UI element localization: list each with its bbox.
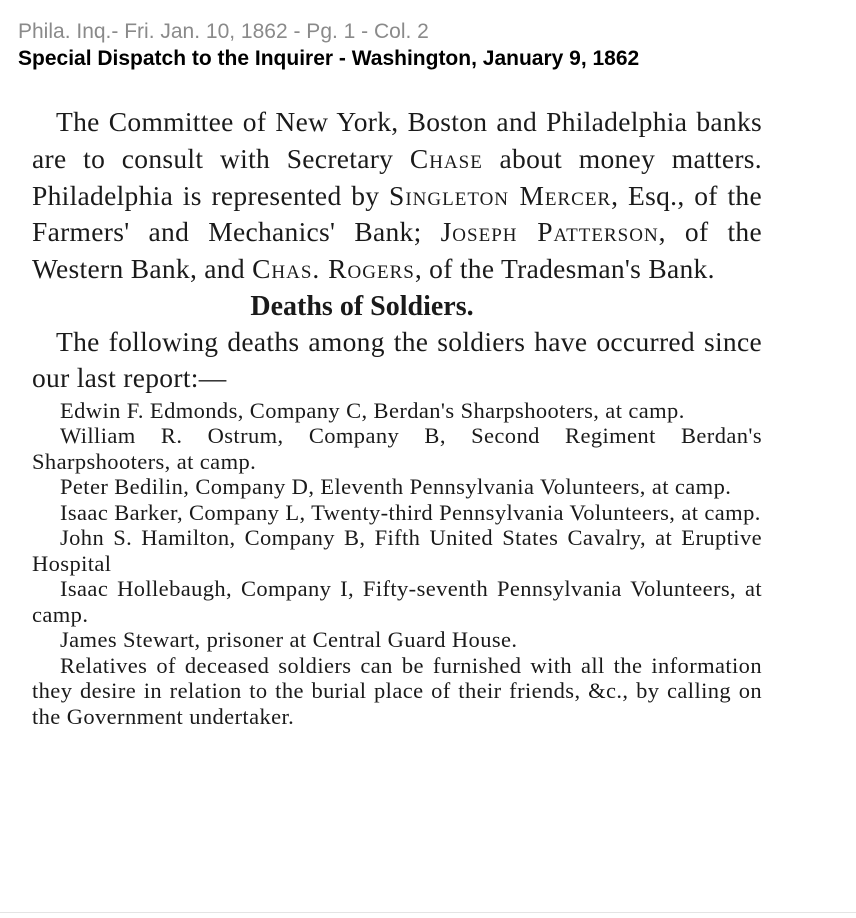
committee-text-5: , of the Tradesman's Bank. xyxy=(414,253,715,285)
closing-paragraph: Relatives of deceased soldiers can be furnished with all the information they desire in relation to the burial place of their friends, &c., by calling on the Government undertaker. xyxy=(32,652,762,729)
committee-text-3: , Esq., of the Farmers' and Mechanics' Bank; xyxy=(32,179,762,248)
source-citation: Phila. Inq.- Fri. Jan. 10, 1862 - Pg. 1 - Col. 2 xyxy=(18,20,429,43)
name-mercer: Singleton Mercer xyxy=(389,179,612,211)
soldier-entry: William R. Ostrum, Company B, Second Regiment Berdan's Sharpshooters, at camp. xyxy=(32,423,762,474)
soldier-entry: Peter Bedilin, Company D, Eleventh Pennsylvania Volunteers, at camp. xyxy=(60,474,732,500)
soldier-entry: Isaac Hollebaugh, Company I, Fifty-seventh Pennsylvania Volunteers, at camp. xyxy=(32,576,762,627)
dispatch-dateline: Special Dispatch to the Inquirer - Washington, January 9, 1862 xyxy=(18,47,640,70)
committee-paragraph xyxy=(32,104,762,288)
deaths-intro: The following deaths among the soldiers have occurred since our last report:— xyxy=(32,325,762,393)
deaths-heading: Deaths of Soldiers. xyxy=(250,290,474,322)
soldier-list xyxy=(32,398,762,653)
name-patterson: Joseph Patterson xyxy=(440,216,659,248)
soldier-entry: Isaac Barker, Company L, Twenty-third Pennsylvania Volunteers, at camp. xyxy=(60,499,761,525)
soldier-entry: John S. Hamilton, Company B, Fifth United States Cavalry, at Eruptive Hospital xyxy=(32,525,762,576)
bottom-divider xyxy=(0,912,856,913)
committee-text-1: The Committee of New York, Boston and Philadelphia banks are to consult with Secretary xyxy=(32,106,762,174)
soldier-entry: Edwin F. Edmonds, Company C, Berdan's Sharpshooters, at camp. xyxy=(60,397,685,423)
committee-text-2: about money matters. Philadelphia is represented by xyxy=(32,142,762,211)
soldier-entry: James Stewart, prisoner at Central Guard House. xyxy=(60,627,518,653)
name-rogers: Chas. Rogers xyxy=(252,253,415,285)
newspaper-clipping xyxy=(32,104,762,729)
name-chase: Chase xyxy=(409,142,483,174)
committee-text-4: , of the Western Bank, and xyxy=(32,216,762,285)
